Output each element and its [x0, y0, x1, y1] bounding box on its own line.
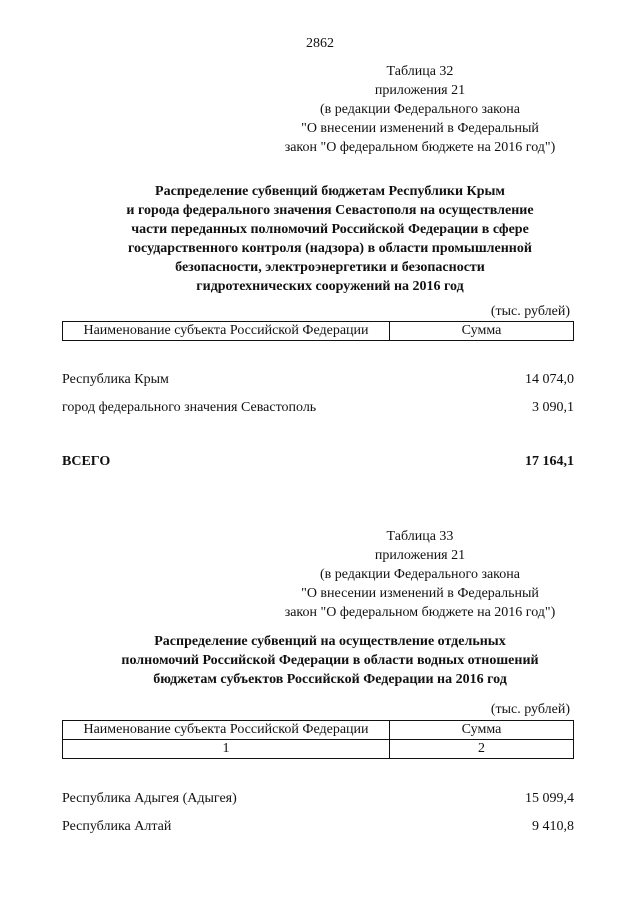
- annotation-line: (в редакции Федерального закона: [320, 567, 520, 582]
- row-amount: 14 074,0: [525, 372, 574, 387]
- heading-line: и города федерального значения Севастополя на осуществление: [126, 203, 534, 218]
- annotation-line: приложения 21: [374, 548, 466, 563]
- heading-line: гидротехнических сооружений на 2016 год: [196, 279, 464, 294]
- annotation-line: (в редакции Федерального закона: [320, 102, 520, 117]
- table33-annotation: [250, 527, 590, 622]
- header-name-cell: Наименование субъекта Российской Федерации: [63, 721, 390, 740]
- row-name: Республика Крым: [62, 372, 169, 387]
- row-name: Республика Адыгея (Адыгея): [62, 791, 237, 806]
- table33-heading: [80, 632, 580, 689]
- annotation-line: "О внесении изменений в Федеральный: [301, 121, 539, 136]
- heading-line: бюджетам субъектов Российской Федерации на 2016 год: [153, 672, 507, 687]
- annotation-line: Таблица 33: [386, 529, 454, 544]
- header-amount-cell: Сумма: [390, 322, 574, 341]
- row-name: Республика Алтай: [62, 819, 172, 834]
- page-number: 2862: [306, 36, 334, 51]
- table32-header: [62, 321, 574, 341]
- heading-line: части переданных полномочий Российской Федерации в сфере: [131, 222, 529, 237]
- heading-line: Распределение субвенций на осуществление отдельных: [154, 634, 506, 649]
- total-amount: 17 164,1: [525, 454, 574, 469]
- heading-line: Распределение субвенций бюджетам Республики Крым: [155, 184, 505, 199]
- header-amount-cell: Сумма: [390, 721, 574, 740]
- heading-line: полномочий Российской Федерации в области водных отношений: [121, 653, 539, 668]
- table32-units: (тыс. рублей): [490, 304, 570, 319]
- annotation-line: приложения 21: [374, 83, 466, 98]
- table33-units: (тыс. рублей): [490, 702, 570, 717]
- annotation-line: закон "О федеральном бюджете на 2016 год"): [284, 140, 556, 155]
- table32-annotation: [250, 62, 590, 157]
- row-amount: 9 410,8: [532, 819, 574, 834]
- heading-line: безопасности, электроэнергетики и безопасности: [175, 260, 485, 275]
- annotation-line: закон "О федеральном бюджете на 2016 год"): [284, 605, 556, 620]
- annotation-line: "О внесении изменений в Федеральный: [301, 586, 539, 601]
- row-name: город федерального значения Севастополь: [62, 400, 317, 415]
- row-amount: 15 099,4: [525, 791, 574, 806]
- header-name-cell: Наименование субъекта Российской Федерации: [63, 322, 390, 341]
- total-label: ВСЕГО: [62, 454, 111, 469]
- table33-header: [62, 720, 574, 759]
- heading-line: государственного контроля (надзора) в области промышленной: [128, 241, 532, 256]
- annotation-line: Таблица 32: [386, 64, 454, 79]
- column-number-cell: 2: [390, 740, 574, 759]
- table32-heading: [80, 182, 580, 296]
- row-amount: 3 090,1: [532, 400, 574, 415]
- column-number-cell: 1: [63, 740, 390, 759]
